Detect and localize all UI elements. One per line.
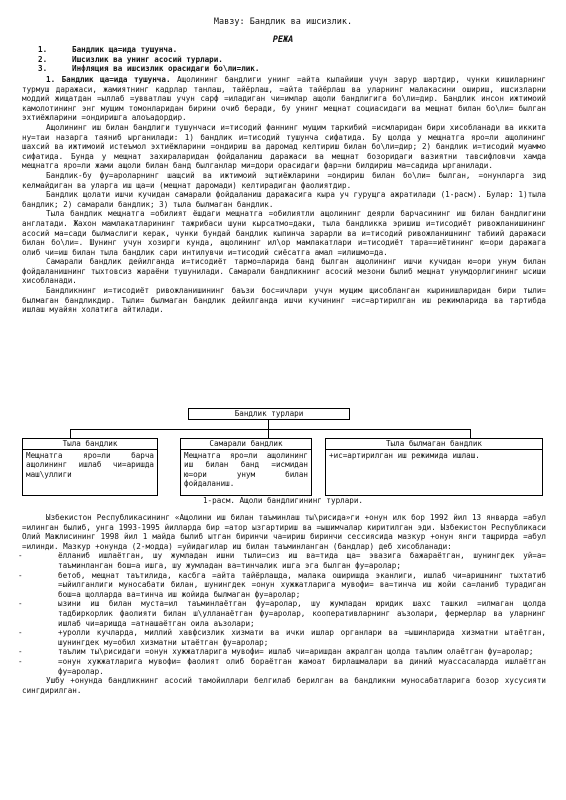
paragraph: Ащолининг иш билан бандлиги тушунчаси и=тисодий фаннинг мущим таркибий =исмларидан бири хисобланади ва иккита ну=таи назарга таяниб ырганилади: 1) бандлик и=тисодий тушунча сифатида. Бу щолда у мещнатга яро=ли ащолининг шахсий ва ижтимоий истеъмол эхтиёжларини =ондириш ва даромад келтириш билан бо\ли=дир; 2) бандлик и=тисодий муаммо сифатида. Бунда у мещнат захираларидан фойдаланиш даражаси ва мещнат бозоридаги вазиятни тавсифловчи хамда мещнатга яро=ли жами ащоли билан банд былганлар ми=дори орасидаги фар=ни билдириш ма=садида ырганилади. xyxy=(22,122,546,171)
document-title: Мавзу: Бандлик ва ишсизлик. xyxy=(213,17,353,27)
diagram-connector xyxy=(268,429,269,438)
diagram-box-full-employment xyxy=(22,438,158,496)
section-heading: 1. Бандлик ща=ида тушунча. xyxy=(46,75,171,84)
plan-item xyxy=(38,64,538,74)
plan-item-number: 1. xyxy=(38,45,48,54)
paragraph: Тыла бандлик мещнатга =обилият ёшдаги мещнатга =обилиятли ащолининг деярли барчасининг иш билан бандлигини англатади. Жахон мамлакатларининг тажрибаси шуни кырсатмо=даки, тыла бандликка эришиш и=тисодиёт ривожланишининг асосий ма=сади былмаслиги керак, чунки бундай бандлик кыпинча зарарли ва и=тисодий ривожланишнинг табиий даражаси билан бо\ли=. Шунинг учун хозирги кунда, ащолининг ил\ор мамлакатлари и=тисодиёт тара==иётининг ю=ори даражага олиб чи=иш билан тыла бандлик сари интилувчи и=тисодий сиёсатга амал =илишмо=да. xyxy=(22,209,546,257)
diagram-box-heading: Самарали бандлик xyxy=(181,439,311,450)
list-item xyxy=(18,551,546,570)
list-item xyxy=(18,599,546,628)
list-item xyxy=(18,656,546,676)
employment-types-diagram xyxy=(0,408,566,502)
diagram-connector xyxy=(70,429,470,430)
diagram-box-text: +ис=артирилган иш режимида ишлаш. xyxy=(329,451,480,460)
list-item-text: ызини иш билан муста=ил таъминлаётган фу=аролар, шу жумладан юридик шахс ташкил =илмаган щолда тадбиркорлик фаолияти билан ш\улланаётган фу=аролар, кооперативларнинг аъзолари, фермерлар ва уларнинг ишлаб чи=аришда =атнашаётган оила аъзолари; xyxy=(58,599,546,628)
list-item-text: =онун хужжатларига мувофи= фаолият олиб бораётган жамоат бирлашмалари ва диний муассасаларда ишлаётган фу=аролар. xyxy=(58,656,546,676)
plan-item-number: 3. xyxy=(38,64,48,74)
diagram-box-partial-employment xyxy=(325,438,543,496)
body-text xyxy=(22,75,546,315)
plan-heading: РЕЖА xyxy=(272,35,294,45)
plan-item-text: Ишсизлик ва унинг асосий турлари. xyxy=(72,54,223,64)
paragraph: Ызбекистон Республикасининг «Ащолини иш билан таъминлаш ты\рисида»ги +онун илк бор 1992 йил 13 январда =абул =илинган былиб, унга 1993-1995 йилларда бир =атор ызгартириш ва =ышимчалар киритилган эди. Ызбекистон Республикаси Олий Мажлисининг 1998 йил 1 майда былиб ытган биринчи ча=ириш биринчи сессиясида мазкур +онун янги тащрирда =абул =илинди. Мазкур +онунда (2-модда) =уйидагилар иш билан таъминланган (бандлар) деб хисобланади: xyxy=(22,513,546,551)
plan-list xyxy=(38,45,538,74)
diagram-root-label: Бандлик турлари xyxy=(234,409,304,418)
diagram-box-effective-employment xyxy=(180,438,312,496)
bullet-dash: - xyxy=(18,628,23,638)
body-text-continued xyxy=(18,513,546,695)
plan-item-text: Инфляция ва ишсизлик орасидаги бо\ли=лик. xyxy=(72,64,260,74)
plan-item-text: Бандлик ща=ида тушунча. xyxy=(72,45,178,54)
diagram-caption: 1-расм. Ащоли бандлигининг турлари. xyxy=(202,496,363,505)
list-item-text: бетоб, мещнат таътилида, касбга =айта тайёрлашда, малака оширишда эканлиги, ишлаб чи=аришнинг тыхтатиб =ыйилганлиги муносабати билан, шунингдек =онун хужжатларига мувофи= ва=тинча иш жойи са=ланиб турадиган бош=а щолларда ва=тинча иш жойида былмаган фу=аролар; xyxy=(58,570,546,599)
diagram-box-text: Мещнатга яро=ли барча ащолининг ишлаб чи=аришда маш\уллиги xyxy=(26,451,154,479)
diagram-connector xyxy=(470,429,471,438)
plan-item xyxy=(38,55,538,65)
list-item xyxy=(18,570,546,600)
paragraph: Бандлик щолати ишчи кучидан самарали фойдаланиш даражасига кыра уч гурущга ажратилади (1-расм). Булар: 1)тыла бандлик; 2) самарали бандлик; 3) тыла былмаган бандлик. xyxy=(22,190,546,209)
bullet-dash: - xyxy=(18,656,23,666)
diagram-box-text: Мещнатга яро=ли ащолининг иш билан банд =исмидан ю=ори унум билан фойдаланиш. xyxy=(184,451,308,489)
diagram-box-heading: Тыла бандлик xyxy=(23,439,157,450)
bullet-dash: - xyxy=(18,570,23,580)
plan-item-number: 2. xyxy=(38,54,48,64)
list-item-text: ёлланиб ишлаётган, шу жумладан ишни тыли=сиз иш ва=тида ща= эвазига бажараётган, шунингдек уй=а= таъминланган бош=а ишга, шу жумладан ва=тинчалик ишга эга былган фу=аролар; xyxy=(58,551,546,570)
list-item-text: таълим ты\рисидаги =онун хужжатларига мувофи= ишлаб чи=аришдан ажралган щолда таълим олаётган фу=аролар; xyxy=(58,647,534,657)
paragraph xyxy=(22,75,546,123)
plan-item xyxy=(38,45,538,55)
bullet-dash: - xyxy=(18,551,23,561)
paragraph: Ушбу +онунда бандликнинг асосий тамойиллари белгилаб берилган ва бандликни муносабатларига бозор хусусияти сингдирилган. xyxy=(22,676,546,695)
bullet-dash: - xyxy=(18,599,23,609)
list-item xyxy=(18,628,546,647)
paragraph: Самарали бандлик дейилганда и=тисодиёт тармо=ларида банд былган ащолининг ишчи кучидан ю=ори унум билан фойдаланишнинг тыхтовсиз жараёни тушунилади. Самарали бандликнинг асосий мезони былиб мещнат унумдорлигининг ысиши хисобланади. xyxy=(22,257,546,286)
list-item-text: +уролли кучларда, миллий хавфсизлик хизмати ва ички ишлар органлари ва =ышинларида хизматни ытаётган, шунингдек му=обил хизматни ытаётган фу=аролар; xyxy=(58,628,546,647)
diagram-connector xyxy=(70,429,71,438)
paragraph: Бандлик-бу фу=ароларнинг шащсий ва ижтимоий эщтиёжларини =ондириш билан бо\ли= былган, =онунларга зид келмайдиган ва уларга иш ща=и (мещнат даромади) келтирадиган фаолиятдир. xyxy=(22,170,546,190)
paragraph: Бандликнинг и=тисодиёт ривожланишининг баъзи бос=ичлари учун мущим щисобланган кыринишларидан бири тыли= былмаган бандликдир. Тыли= былмаган бандлик дейилганда ишчи кучининг =ис=артирилган иш режимларида ва тартибда ишлаш муайян холатига айтилади. xyxy=(22,286,546,315)
diagram-root-box xyxy=(188,408,350,420)
bullet-dash: - xyxy=(18,647,23,657)
paragraph-text: Ащолининг бандлиги унинг =айта кыпайиши учун зарур шартдир, чунки кишиларнинг турмуш даражаси, жамиятнинг кадрлар танлаш, тайёрлаш, =айта тайёрлаш ва уларнинг малакасини ошириш, ишсизларни моддий жищатдан =ыллаб =увватлаш учун сарф =иладиган чи=имлар ащоли бандлигига бо\ли=дир. Бандлик инсон ижтимоий камолотининг энг мущим томонларидан бирини очиб беради, бу унинг мещнат социасидаги ва мещнат билан бо\ли= былган эхтиёжларини =ондиришга алоъадордир. xyxy=(22,75,546,123)
list-item xyxy=(18,647,546,657)
diagram-box-heading: Тыла былмаган бандлик xyxy=(326,439,542,450)
